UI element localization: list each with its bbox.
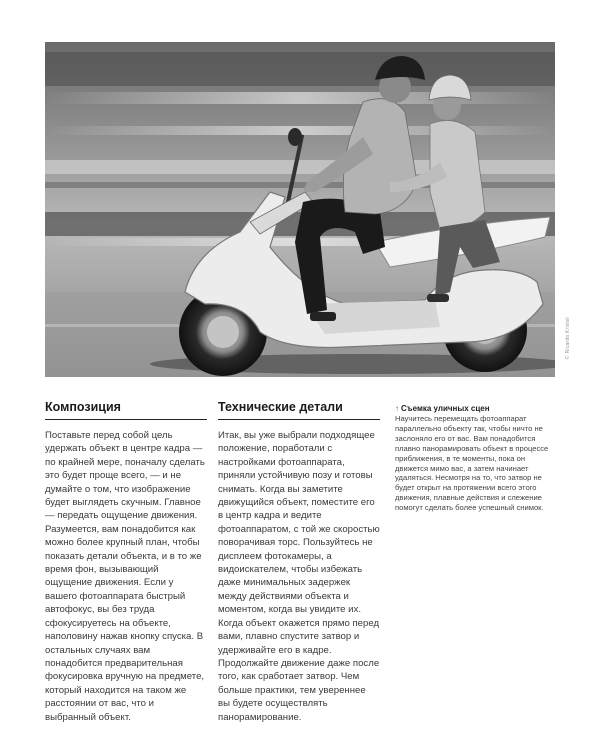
technical-details-body: Итак, вы уже выбрали подходящее положение, поработали с настройками фотоаппарата, приняли устойчивую позу и готовы снимать. Когда вы заметите движущийся объект, поместите его в центр кадра и ведите фотоаппаратом, с той же скоростью поворачивая торс. Пользуйтесь не дисплеем фотокамеры, а видоискателем, чтобы избежать даже минимальных задержек между действиями объекта и моментом, когда вы увидите их. Когда объект окажется прямо перед вами, плавно спустите затвор и удерживайте его в кадре. Продолжайте движение даже после того, как сработает затвор. Чем больше практики, тем увереннее вы будете осуществлять панорамирование. bbox=[218, 430, 380, 723]
arrow-up-icon: ↑ bbox=[395, 404, 399, 413]
composition-body: Поставьте перед собой цель удержать объект в центре кадра — по крайней мере, поначалу сделать это будет проще всего, — и не думайте о том, что изображение будет выглядеть скучным. Главное — передать ощущение движения. Разумеется, вам понадобится как можно более крупный план, чтобы показать детали объекта, и в то же время фон, вызывающий ощущение движения. Если у вашего фотоаппарата быстрый автофокус, вы без труда сфокусируетесь на объекте, наполовину нажав кнопку спуска. В остальных случаях вам понадобится предварительная фокусировка вручную на предмете, который находится на таком же расстоянии от вас, что и выбранный объект. bbox=[45, 430, 205, 723]
caption-title-row bbox=[395, 404, 555, 414]
caption-title: Съемка уличных сцен bbox=[401, 404, 490, 413]
composition-heading: Композиция bbox=[45, 400, 207, 420]
technical-details-heading: Технические детали bbox=[218, 400, 380, 420]
scooter-photo bbox=[45, 42, 555, 377]
photo-credit: © Ricardo Kristel bbox=[565, 317, 571, 360]
caption-text: Научитесь перемещать фотоаппарат параллельно объекту так, чтобы ничто не заслоняло его от вас. Вам понадобится плавно панорамировать объект в процессе приближения, в те моменты, пока он движется мимо вас, а затем начинает удаляться. Несмотря на то, что затвор не будет открыт на протяжении всего этого движения, плавные действия и слежение помогут сделать более успешный снимок. bbox=[395, 414, 549, 513]
technical-details-section bbox=[218, 400, 380, 724]
composition-section bbox=[45, 400, 207, 724]
photo-caption bbox=[395, 400, 555, 513]
